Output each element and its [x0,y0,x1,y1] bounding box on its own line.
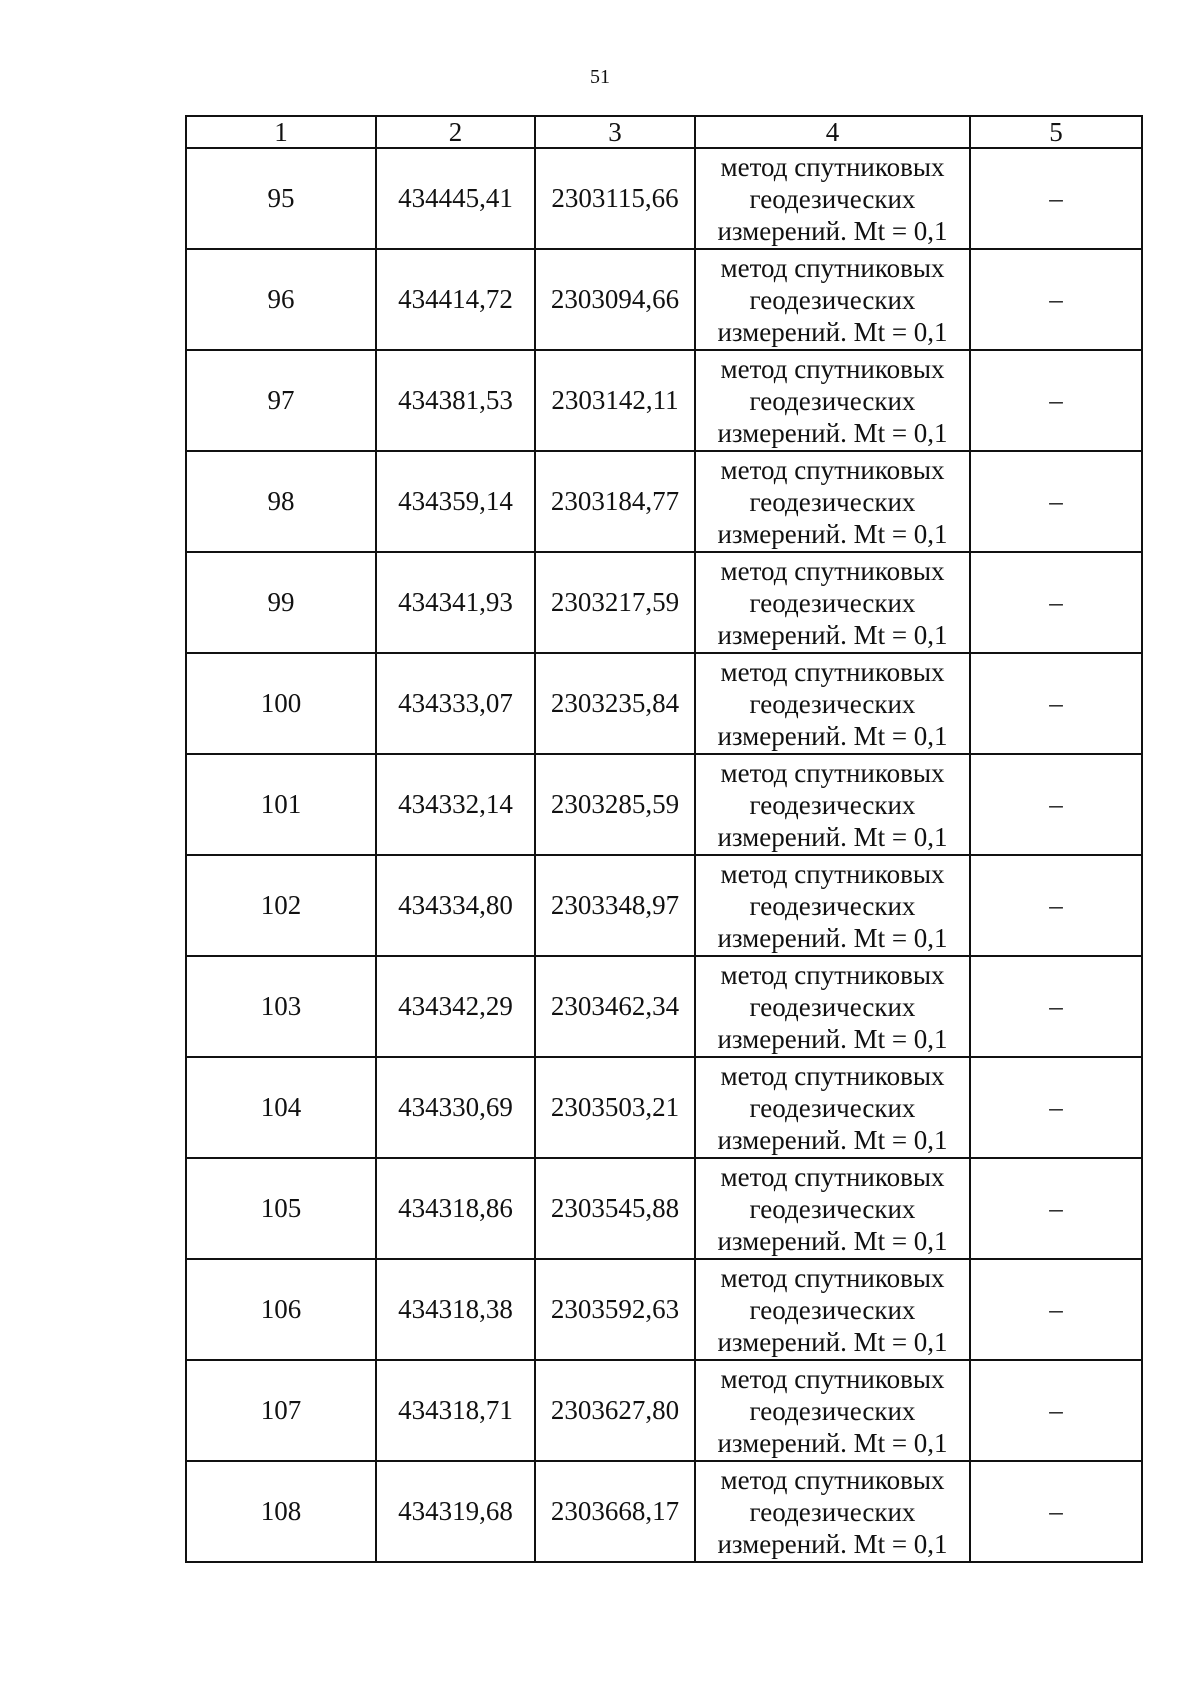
y-coordinate-cell: 2303142,11 [535,350,695,451]
y-coordinate-cell: 2303217,59 [535,552,695,653]
method-line: геодезических [749,587,916,618]
method-line: геодезических [749,1294,916,1325]
method-line: измерений. Mt = 0,1 [717,1023,948,1054]
table-row [186,1461,1142,1562]
method-line: метод спутниковых [720,656,945,687]
point-number-cell: 104 [186,1057,376,1158]
method-line: геодезических [749,1395,916,1426]
note-cell: – [970,1057,1142,1158]
method-line: метод спутниковых [720,555,945,586]
table-row [186,1259,1142,1360]
x-coordinate-cell: 434333,07 [376,653,535,754]
note-cell: – [970,350,1142,451]
point-number-cell: 99 [186,552,376,653]
method-cell [695,1461,970,1562]
y-coordinate-cell: 2303285,59 [535,754,695,855]
point-number-cell: 101 [186,754,376,855]
method-cell [695,350,970,451]
method-line: метод спутниковых [720,252,945,283]
y-coordinate-cell: 2303184,77 [535,451,695,552]
y-coordinate-cell: 2303545,88 [535,1158,695,1259]
method-line: метод спутниковых [720,1464,945,1495]
x-coordinate-cell: 434445,41 [376,148,535,249]
method-line: геодезических [749,1092,916,1123]
column-header-4: 4 [695,116,970,148]
method-line: метод спутниковых [720,353,945,384]
method-line: измерений. Mt = 0,1 [717,821,948,852]
y-coordinate-cell: 2303115,66 [535,148,695,249]
method-line: измерений. Mt = 0,1 [717,619,948,650]
table-row [186,249,1142,350]
note-cell: – [970,249,1142,350]
method-line: измерений. Mt = 0,1 [717,417,948,448]
y-coordinate-cell: 2303462,34 [535,956,695,1057]
y-coordinate-cell: 2303592,63 [535,1259,695,1360]
note-cell: – [970,956,1142,1057]
table-row [186,350,1142,451]
table-row [186,1360,1142,1461]
method-line: измерений. Mt = 0,1 [717,1528,948,1559]
page-number: 51 [590,66,610,88]
table-row [186,1057,1142,1158]
method-line: метод спутниковых [720,858,945,889]
note-cell: – [970,754,1142,855]
method-cell [695,552,970,653]
x-coordinate-cell: 434332,14 [376,754,535,855]
method-line: измерений. Mt = 0,1 [717,1225,948,1256]
column-header-3: 3 [535,116,695,148]
method-line: метод спутниковых [720,151,945,182]
method-line: измерений. Mt = 0,1 [717,518,948,549]
method-line: измерений. Mt = 0,1 [717,720,948,751]
method-line: измерений. Mt = 0,1 [717,215,948,246]
point-number-cell: 105 [186,1158,376,1259]
x-coordinate-cell: 434318,86 [376,1158,535,1259]
method-cell [695,1360,970,1461]
x-coordinate-cell: 434319,68 [376,1461,535,1562]
method-line: геодезических [749,284,916,315]
coordinates-table [185,115,1143,1563]
method-line: метод спутниковых [720,757,945,788]
point-number-cell: 107 [186,1360,376,1461]
method-line: геодезических [749,688,916,719]
note-cell: – [970,1259,1142,1360]
table-row [186,552,1142,653]
y-coordinate-cell: 2303235,84 [535,653,695,754]
point-number-cell: 96 [186,249,376,350]
table-row [186,148,1142,249]
y-coordinate-cell: 2303627,80 [535,1360,695,1461]
note-cell: – [970,1360,1142,1461]
method-line: метод спутниковых [720,1363,945,1394]
column-header-5: 5 [970,116,1142,148]
method-line: геодезических [749,385,916,416]
point-number-cell: 97 [186,350,376,451]
method-line: геодезических [749,789,916,820]
method-line: метод спутниковых [720,454,945,485]
point-number-cell: 98 [186,451,376,552]
method-cell [695,1259,970,1360]
x-coordinate-cell: 434381,53 [376,350,535,451]
point-number-cell: 95 [186,148,376,249]
note-cell: – [970,451,1142,552]
method-line: измерений. Mt = 0,1 [717,1427,948,1458]
x-coordinate-cell: 434414,72 [376,249,535,350]
method-line: геодезических [749,486,916,517]
y-coordinate-cell: 2303668,17 [535,1461,695,1562]
note-cell: – [970,855,1142,956]
method-line: геодезических [749,1193,916,1224]
header-row [186,116,1142,148]
x-coordinate-cell: 434330,69 [376,1057,535,1158]
note-cell: – [970,1461,1142,1562]
method-line: измерений. Mt = 0,1 [717,1124,948,1155]
method-cell [695,855,970,956]
point-number-cell: 106 [186,1259,376,1360]
method-line: геодезических [749,183,916,214]
table-row [186,451,1142,552]
method-cell [695,148,970,249]
method-cell [695,1158,970,1259]
method-line: метод спутниковых [720,959,945,990]
table-row [186,855,1142,956]
method-line: измерений. Mt = 0,1 [717,316,948,347]
table-body [186,148,1142,1562]
table-row [186,1158,1142,1259]
method-line: геодезических [749,890,916,921]
method-line: метод спутниковых [720,1060,945,1091]
note-cell: – [970,1158,1142,1259]
x-coordinate-cell: 434318,38 [376,1259,535,1360]
table-row [186,956,1142,1057]
y-coordinate-cell: 2303094,66 [535,249,695,350]
table-row [186,653,1142,754]
x-coordinate-cell: 434359,14 [376,451,535,552]
column-header-2: 2 [376,116,535,148]
method-cell [695,1057,970,1158]
method-line: измерений. Mt = 0,1 [717,1326,948,1357]
method-cell [695,451,970,552]
method-line: измерений. Mt = 0,1 [717,922,948,953]
method-line: геодезических [749,1496,916,1527]
point-number-cell: 103 [186,956,376,1057]
x-coordinate-cell: 434341,93 [376,552,535,653]
y-coordinate-cell: 2303503,21 [535,1057,695,1158]
table-header [186,116,1142,148]
method-line: метод спутниковых [720,1161,945,1192]
note-cell: – [970,148,1142,249]
note-cell: – [970,653,1142,754]
note-cell: – [970,552,1142,653]
method-cell [695,653,970,754]
point-number-cell: 102 [186,855,376,956]
method-line: геодезических [749,991,916,1022]
method-cell [695,249,970,350]
column-header-1: 1 [186,116,376,148]
table-row [186,754,1142,855]
x-coordinate-cell: 434318,71 [376,1360,535,1461]
point-number-cell: 100 [186,653,376,754]
method-cell [695,754,970,855]
point-number-cell: 108 [186,1461,376,1562]
x-coordinate-cell: 434334,80 [376,855,535,956]
x-coordinate-cell: 434342,29 [376,956,535,1057]
y-coordinate-cell: 2303348,97 [535,855,695,956]
method-cell [695,956,970,1057]
method-line: метод спутниковых [720,1262,945,1293]
